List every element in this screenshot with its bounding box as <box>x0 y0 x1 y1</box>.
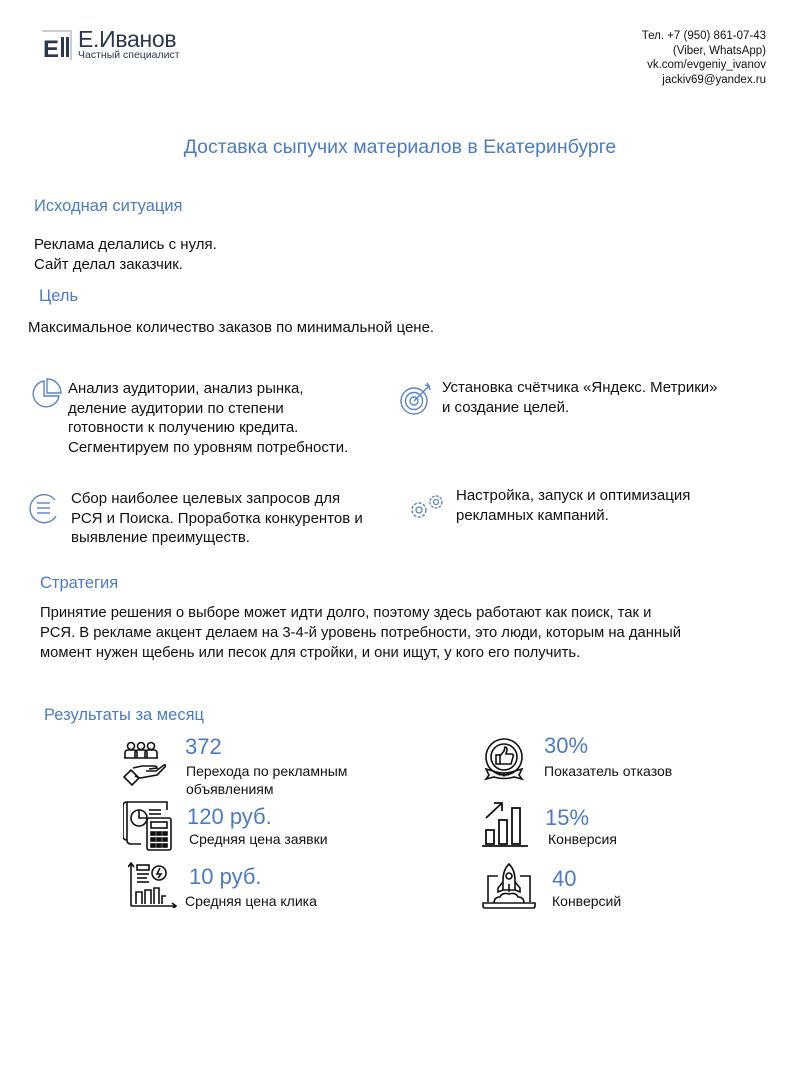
result-label-bounce-rate: Показатель отказов <box>544 763 673 779</box>
calculator-report-icon <box>123 800 177 857</box>
initial-line: Сайт делал заказчик. <box>34 256 183 273</box>
step-line: РСЯ и Поиска. Проработка конкурентов и <box>71 509 363 527</box>
section-heading-strategy: Стратегия <box>40 574 119 592</box>
analytics-icon <box>128 862 182 913</box>
result-value-bounce-rate: 30% <box>544 733 589 758</box>
svg-text:Е: Е <box>43 36 60 60</box>
pie-chart-icon <box>30 376 64 415</box>
step-metrika-setup <box>442 378 718 417</box>
result-label-line: объявлениям <box>186 781 274 797</box>
step-line: Сегментируем по уровням потребности. <box>68 438 349 456</box>
result-label-clicks <box>186 762 347 798</box>
goal-text: Максимальное количество заказов по минимальной цене. <box>28 319 435 336</box>
contact-vk-link[interactable]: vk.com/evgeniy_ivanov <box>647 59 766 71</box>
step-line: рекламных кампаний. <box>456 506 609 524</box>
logo-mark <box>42 30 76 60</box>
list-icon <box>27 491 61 530</box>
step-audience-analysis <box>68 379 348 457</box>
step-line: готовности к получению кредита. <box>68 419 299 436</box>
result-value-click-cost: 10 руб. <box>189 864 262 889</box>
target-icon <box>398 381 434 422</box>
strategy-line: момент нужен щебень или песок для стройки, и они ищут, у кого его получить. <box>40 645 581 661</box>
step-line: Настройка, запуск и оптимизация <box>456 487 691 504</box>
initial-situation-text <box>34 235 217 275</box>
strategy-line: Принятие решения о выборе может идти долго, поэтому здесь работают как поиск, так и <box>40 605 652 621</box>
result-label-conversion-rate: Конверсия <box>548 831 617 847</box>
contact-messengers: (Viber, WhatsApp) <box>672 44 766 57</box>
logo-icon <box>42 30 76 60</box>
contact-email-link[interactable]: jackiv69@yandex.ru <box>662 73 766 86</box>
section-heading-initial: Исходная ситуация <box>34 197 183 215</box>
step-line: и создание целей. <box>442 398 570 416</box>
result-label-click-cost: Средняя цена клика <box>185 893 317 909</box>
growth-chart-icon <box>482 800 532 853</box>
result-value-conversion-rate: 15% <box>545 805 590 830</box>
logo-subtitle: Частный специалист <box>78 49 180 61</box>
section-heading-results: Результаты за месяц <box>44 706 204 724</box>
contacts-block <box>642 29 766 87</box>
step-line: деление аудитории по степени <box>68 399 284 417</box>
section-heading-goal: Цель <box>39 287 79 305</box>
gears-icon <box>407 492 447 527</box>
result-value-clicks: 372 <box>185 734 222 759</box>
step-query-collection <box>71 489 363 548</box>
rocket-laptop-icon <box>482 862 538 915</box>
logo-name: Е.Иванов <box>78 26 177 52</box>
strategy-line: РСЯ. В рекламе акцент делаем на 3-4-й уровень потребности, это люди, которым на данный <box>40 625 681 641</box>
step-line: выявление преимуществ. <box>71 529 250 546</box>
contact-phone[interactable]: Тел. +7 (950) 861-07-43 <box>641 30 766 42</box>
step-line: Сбор наиболее целевых запросов для <box>71 490 341 507</box>
people-hand-icon <box>122 740 168 791</box>
result-label-lead-cost: Средняя цена заявки <box>189 831 328 847</box>
step-campaign-setup <box>456 486 690 525</box>
page-title: Доставка сыпучих материалов в Екатеринбурге <box>183 136 617 158</box>
thumbs-up-badge-icon <box>481 735 527 788</box>
step-line: Анализ аудитории, анализ рынка, <box>68 380 304 397</box>
step-line: Установка счётчика «Яндекс. Метрики» <box>442 379 718 396</box>
initial-line: Реклама делались с нуля. <box>34 236 217 253</box>
result-value-conversions: 40 <box>552 866 577 891</box>
result-label-conversions: Конверсий <box>552 893 622 909</box>
result-label-line: Перехода по рекламным <box>186 763 348 779</box>
strategy-text <box>40 603 681 663</box>
result-value-lead-cost: 120 руб. <box>187 804 272 829</box>
